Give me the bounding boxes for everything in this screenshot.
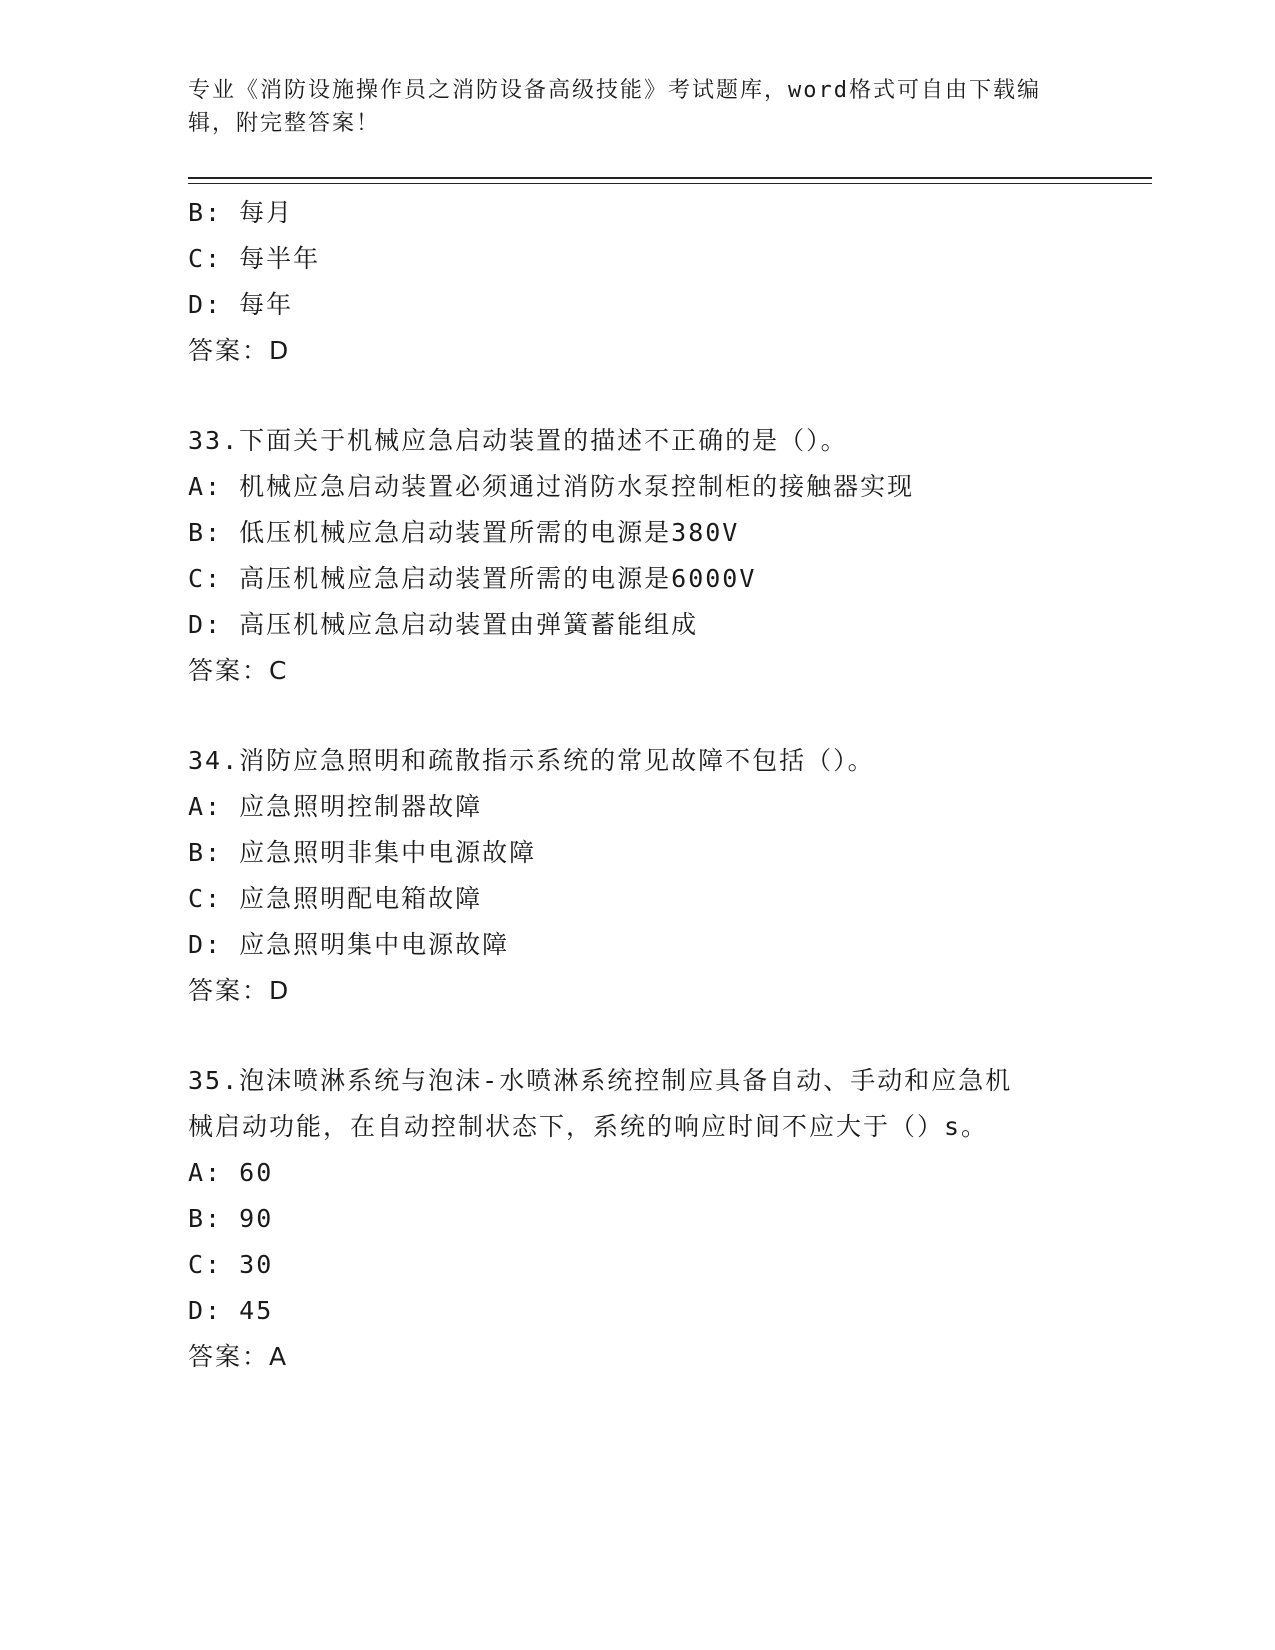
spacer: [188, 374, 1088, 418]
option-d: D: 应急照明集中电源故障: [188, 930, 510, 959]
answer-text: 答案：A: [188, 1342, 289, 1371]
answer-text: 答案：C: [188, 656, 289, 685]
option-c: C: 30: [188, 1250, 274, 1279]
option-b: B: 应急照明非集中电源故障: [188, 838, 537, 867]
header-line-2: 辑，附完整答案！: [188, 111, 381, 136]
option-c: C: 应急照明配电箱故障: [188, 884, 483, 913]
header-line-1: 专业《消防设施操作员之消防设备高级技能》考试题库，word格式可自由下载编: [188, 78, 1041, 103]
question-stem-line-1: 35.泡沫喷淋系统与泡沫-水喷淋系统控制应具备自动、手动和应急机: [188, 1066, 1013, 1095]
option-c: C: 每半年: [188, 244, 321, 273]
question-35: [188, 1058, 1088, 1380]
spacer: [188, 694, 1088, 738]
option-a: A: 60: [188, 1158, 274, 1187]
answer-text: 答案：D: [188, 976, 291, 1005]
option-c: C: 高压机械应急启动装置所需的电源是6000V: [188, 564, 757, 593]
option-b: B: 低压机械应急启动装置所需的电源是380V: [188, 518, 740, 547]
document-header: [188, 74, 1068, 140]
option-d: D: 高压机械应急启动装置由弹簧蓄能组成: [188, 610, 699, 639]
option-d: D: 45: [188, 1296, 274, 1325]
option-a: A: 应急照明控制器故障: [188, 792, 483, 821]
question-fragment: [188, 190, 1088, 374]
question-stem: 33.下面关于机械应急启动装置的描述不正确的是（）。: [188, 426, 848, 455]
spacer: [188, 1014, 1088, 1058]
header-divider: [188, 177, 1152, 184]
question-stem: 34.消防应急照明和疏散指示系统的常见故障不包括（）。: [188, 746, 875, 775]
question-33: [188, 418, 1088, 694]
answer-text: 答案：D: [188, 336, 291, 365]
option-b: B: 每月: [188, 198, 294, 227]
option-b: B: 90: [188, 1204, 274, 1233]
question-list: [188, 190, 1088, 1380]
option-a: A: 机械应急启动装置必须通过消防水泵控制柜的接触器实现: [188, 472, 915, 501]
question-stem-line-2: 械启动功能，在自动控制状态下，系统的响应时间不应大于（）s。: [188, 1112, 989, 1141]
question-34: [188, 738, 1088, 1014]
option-d: D: 每年: [188, 290, 294, 319]
